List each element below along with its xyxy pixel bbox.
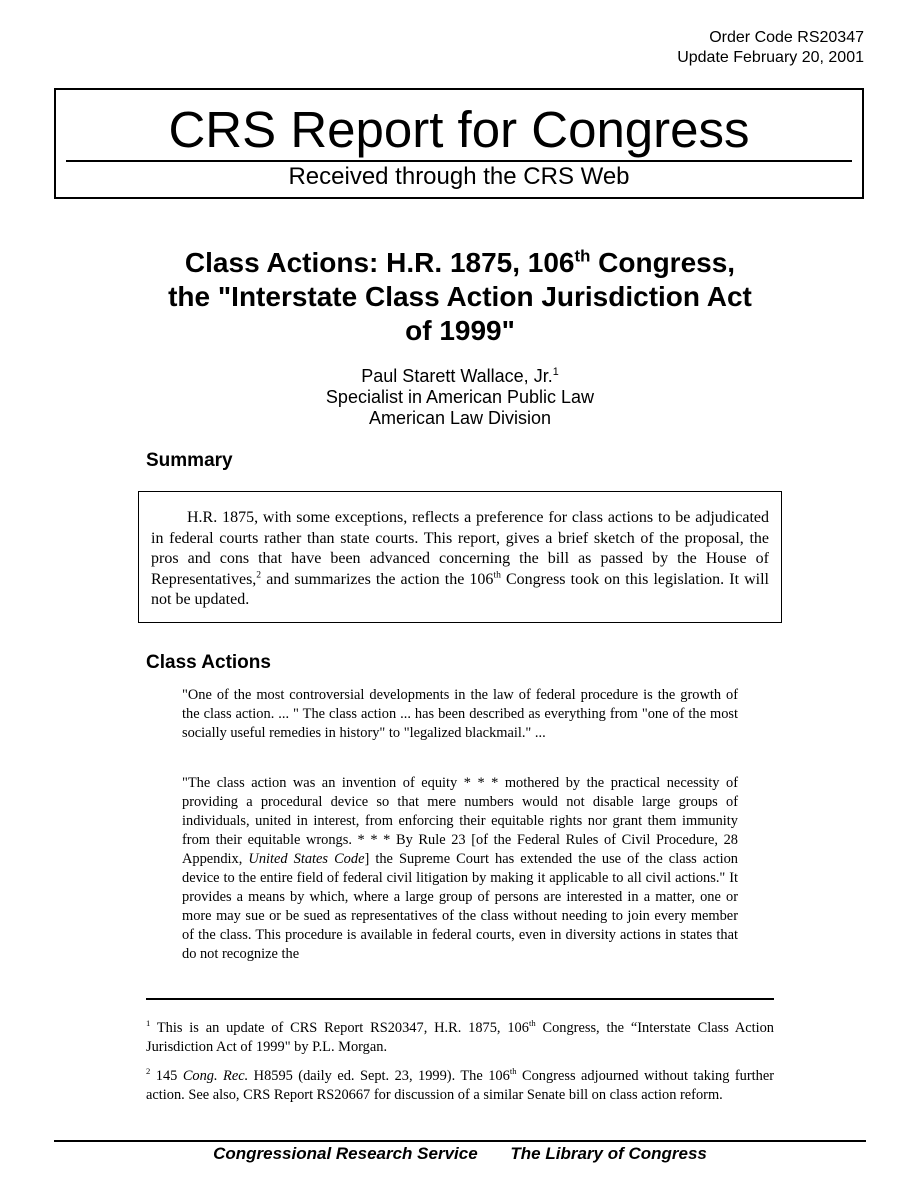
footer-crs: Congressional Research Service xyxy=(213,1144,478,1163)
quote-paragraph-2: "The class action was an invention of equity * * * mothered by the practical necessity of providing a procedural device so that mere numbers would not disable large groups of individuals, united in interest, from enforcing their equitable rights nor grant them immunity from their equitable wrongs. * * * By Rule 23 [of the Federal Rules of Civil Procedure, 28 Appendix, United States Code] the Supreme Court has extended the use of the class action device to the entire field of federal civil litigation by making it applicable to all civil actions." It provides a means by which, where a large group of persons are interested in a matter, one or more may sue or be sued as representatives of the class without needing to join every member of the class. This procedure is available in federal courts, even in diversity actions in states that do not recognize the xyxy=(182,775,738,962)
report-title xyxy=(120,246,800,348)
page-footer xyxy=(0,1144,920,1164)
quote-paragraph-1: "One of the most controversial developments in the law of federal procedure is the growth of the class action. ... " The class action ... has been described as everything from "one of the most socially useful remedies in history" to "legalized blackmail." ... xyxy=(182,687,738,741)
summary-text: H.R. 1875, with some exceptions, reflects a preference for class actions to be adjudicated in federal courts rather than state courts. This report, gives a brief sketch of the proposal, the pros and cons that have been advanced concerning the bill as passed by the House of Representatives,$^2$ and summarizes the action the 106th Congress took on this legislation. It will not be updated. xyxy=(151,509,770,608)
footnote-1: $^1$ This is an update of CRS Report RS20347, H.R. 1875, 106th Congress, the “Interstate Class Action Jurisdiction Act of 1999" by P.L. Morgan. xyxy=(146,1018,775,1055)
footnote-ref-2: 2 xyxy=(256,569,262,581)
footnote-rule xyxy=(146,998,774,1000)
report-title-line2: the "Interstate Class Action Jurisdiction Act xyxy=(168,281,752,312)
footnote-ref-1: 1 xyxy=(552,366,559,378)
footnote-2: $^2$ 145 Cong. Rec. H8595 (daily ed. Sept. 23, 1999). The 106th Congress adjourned without taking further action. See also, CRS Report RS20667 for discussion of a similar Senate bill on class action reform. xyxy=(146,1066,774,1103)
author-name: Paul Starett Wallace, Jr.$^1$ xyxy=(361,366,559,386)
order-code: Order Code RS20347 xyxy=(709,29,864,46)
author-block xyxy=(0,366,920,429)
crs-banner xyxy=(54,88,864,199)
banner-rule xyxy=(66,160,852,162)
order-info xyxy=(677,28,864,68)
author-position: Specialist in American Public Law xyxy=(325,387,595,407)
report-title-line3: of 1999" xyxy=(405,315,515,346)
banner-subtitle: Received through the CRS Web xyxy=(288,163,630,190)
summary-box xyxy=(138,491,782,623)
footer-rule xyxy=(54,1140,866,1142)
summary-heading: Summary xyxy=(146,450,233,471)
banner-title: CRS Report for Congress xyxy=(168,101,750,158)
update-date: Update February 20, 2001 xyxy=(677,49,864,66)
footer-library: The Library of Congress xyxy=(510,1144,707,1163)
author-division: American Law Division xyxy=(368,408,552,428)
class-actions-heading: Class Actions xyxy=(146,652,271,673)
report-title-line1: Class Actions: H.R. 1875, 106th Congress, xyxy=(184,246,736,278)
